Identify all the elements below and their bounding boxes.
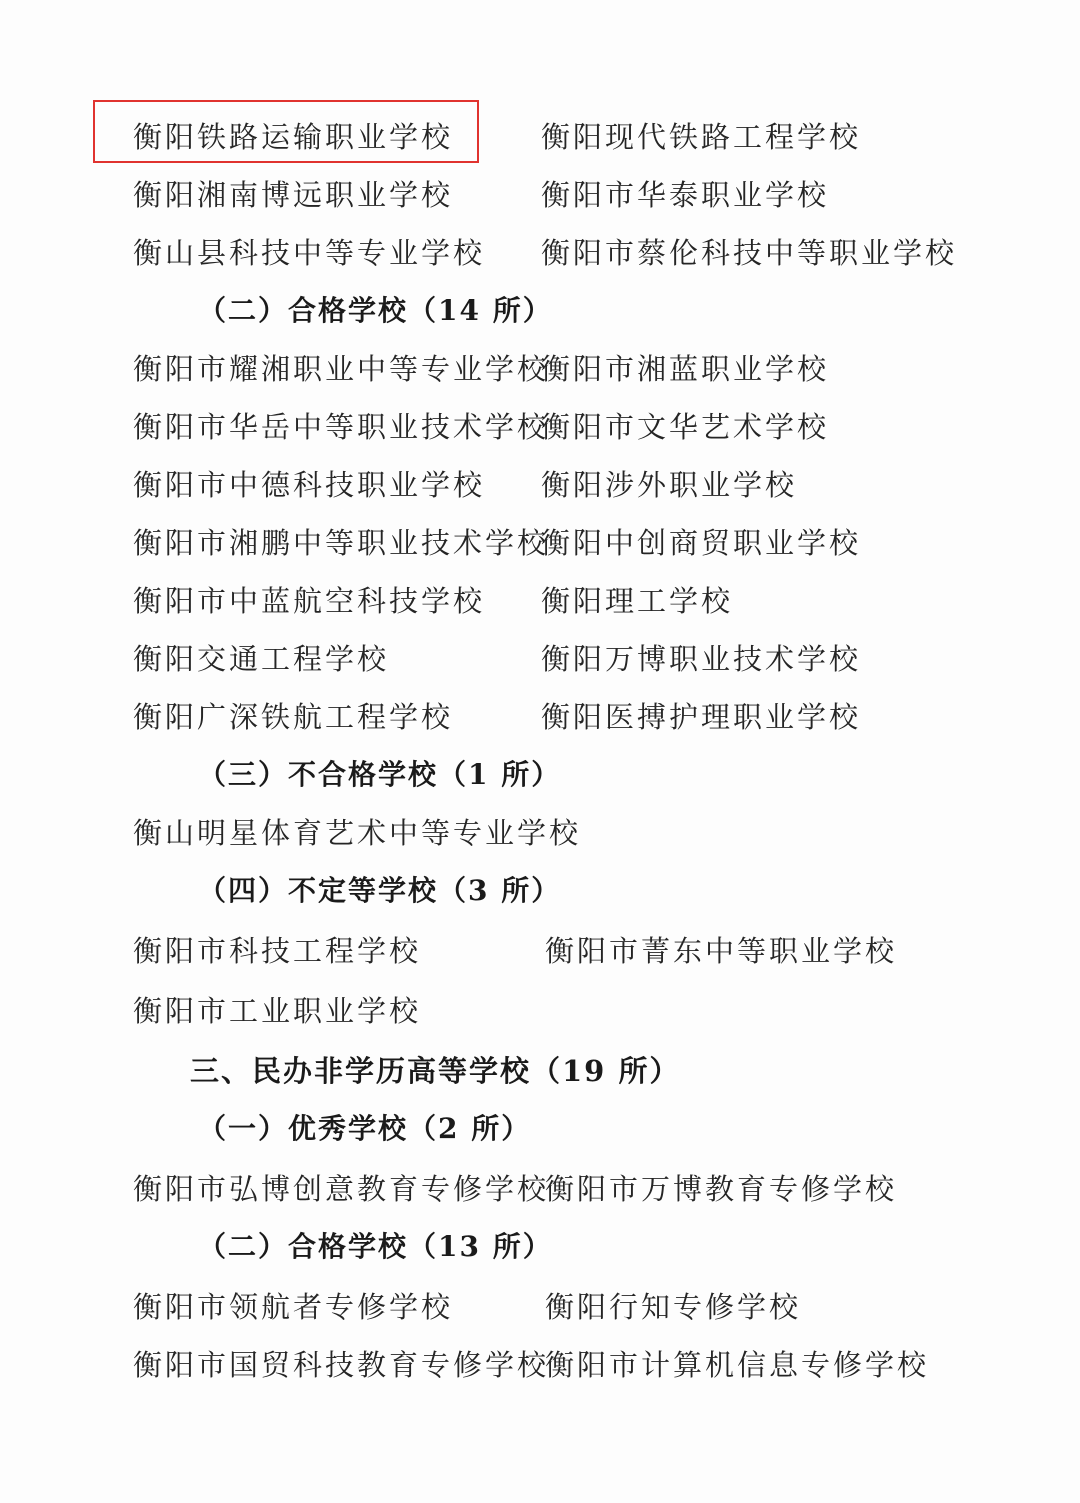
- school-name: 衡山明星体育艺术中等专业学校: [133, 816, 582, 850]
- school-name: 衡阳市中蓝航空科技学校: [133, 584, 486, 618]
- school-name: 衡阳医搏护理职业学校: [541, 700, 862, 734]
- list-row: [0, 108, 1080, 166]
- category-heading: （二）合格学校（14 所）: [198, 294, 553, 327]
- category-heading: （二）合格学校（13 所）: [198, 1230, 553, 1263]
- category-heading: （四）不定等学校（3 所）: [198, 874, 562, 907]
- school-name: 衡阳市耀湘职业中等专业学校: [133, 352, 550, 386]
- school-name: 衡阳现代铁路工程学校: [541, 120, 862, 154]
- section-title: 三、民办非学历高等学校（19 所）: [190, 1054, 681, 1088]
- list-row: [0, 630, 1080, 688]
- category-heading: （三）不合格学校（1 所）: [198, 758, 562, 791]
- school-name: 衡阳万博职业技术学校: [541, 642, 862, 676]
- list-row: [0, 1278, 1080, 1336]
- list-row: [0, 398, 1080, 456]
- list-row: [0, 456, 1080, 514]
- list-row: [0, 922, 1080, 980]
- school-name: 衡阳市弘博创意教育专修学校: [133, 1172, 550, 1206]
- school-name: 衡阳市湘鹏中等职业技术学校: [133, 526, 550, 560]
- school-name: 衡阳市华泰职业学校: [541, 178, 830, 212]
- list-row: [0, 688, 1080, 746]
- school-name: 衡阳中创商贸职业学校: [541, 526, 862, 560]
- school-name: 衡阳湘南博远职业学校: [133, 178, 454, 212]
- school-name: 衡阳涉外职业学校: [541, 468, 798, 502]
- school-name: 衡阳市工业职业学校: [133, 994, 422, 1028]
- school-name: 衡阳市万博教育专修学校: [545, 1172, 898, 1206]
- school-name: 衡阳市领航者专修学校: [133, 1290, 454, 1324]
- category-heading: （一）优秀学校（2 所）: [198, 1112, 532, 1145]
- school-name: 衡阳市菁东中等职业学校: [545, 934, 898, 968]
- school-name: 衡阳行知专修学校: [545, 1290, 802, 1324]
- list-row: [0, 982, 1080, 1040]
- list-row: [0, 1160, 1080, 1218]
- list-row: [0, 804, 1080, 862]
- school-name: 衡阳市科技工程学校: [133, 934, 422, 968]
- list-row: [0, 572, 1080, 630]
- school-name: 衡阳广深铁航工程学校: [133, 700, 454, 734]
- list-row: [0, 340, 1080, 398]
- school-name: 衡阳理工学校: [541, 584, 734, 618]
- list-row: [0, 514, 1080, 572]
- list-row: [0, 1336, 1080, 1394]
- school-name: 衡阳铁路运输职业学校: [133, 120, 454, 154]
- school-name: 衡阳市湘蓝职业学校: [541, 352, 830, 386]
- school-name: 衡阳市中德科技职业学校: [133, 468, 486, 502]
- school-name: 衡阳交通工程学校: [133, 642, 390, 676]
- school-name: 衡山县科技中等专业学校: [133, 236, 486, 270]
- school-name: 衡阳市蔡伦科技中等职业学校: [541, 236, 958, 270]
- list-row: [0, 166, 1080, 224]
- school-name: 衡阳市华岳中等职业技术学校: [133, 410, 550, 444]
- list-row: [0, 224, 1080, 282]
- school-name: 衡阳市文华艺术学校: [541, 410, 830, 444]
- school-name: 衡阳市国贸科技教育专修学校: [133, 1348, 550, 1382]
- school-name: 衡阳市计算机信息专修学校: [545, 1348, 930, 1382]
